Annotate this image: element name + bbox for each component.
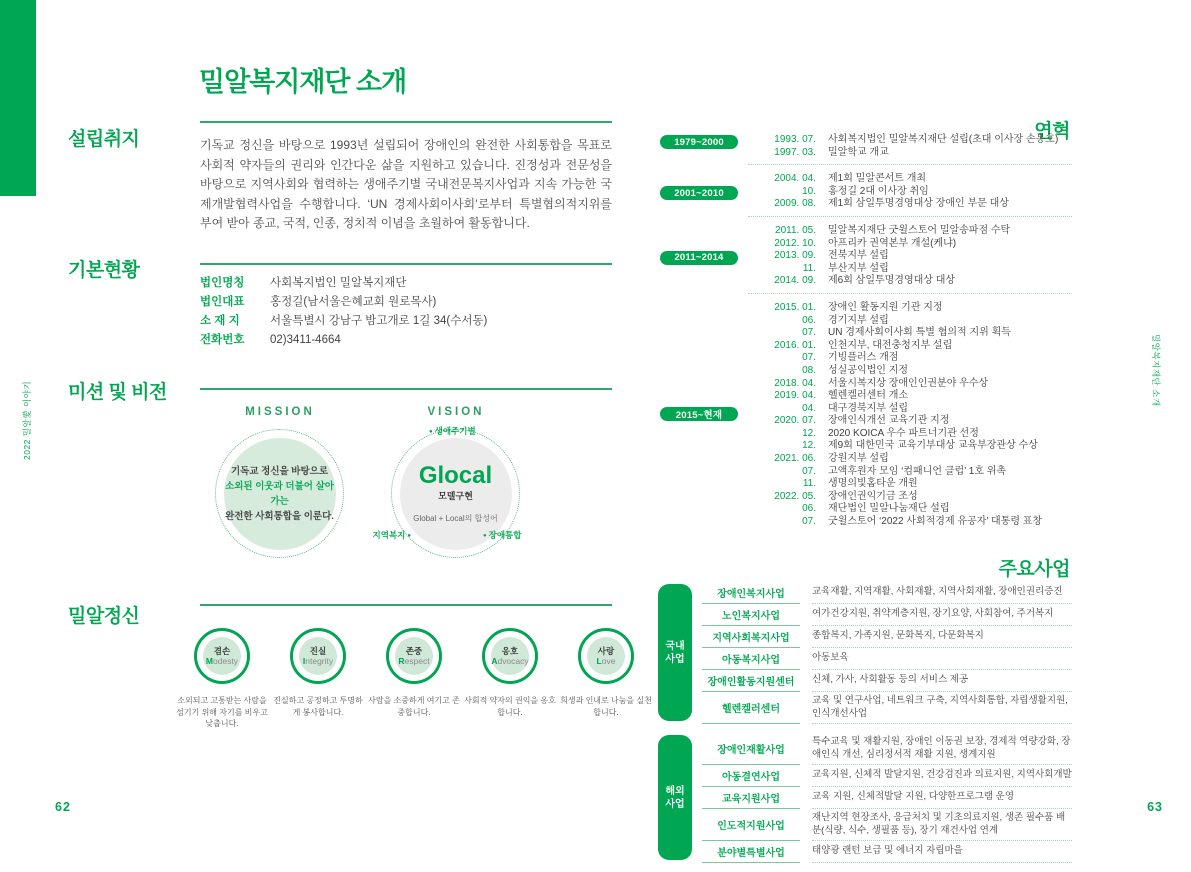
program-row (702, 733, 1072, 765)
history-text: 제1회 삼일투명경영대상 장애인 부문 대상 (828, 198, 1009, 210)
program-name: 인도적지원사업 (702, 809, 800, 841)
history-date: 11. (802, 262, 816, 274)
program-description: 신체, 가사, 사회활동 등의 서비스 제공 (812, 670, 1072, 692)
history-date: 06. (802, 314, 816, 326)
program-name: 장애인복지사업 (702, 582, 800, 604)
history-text: 제6회 삼일투명경영대상 대상 (828, 275, 956, 287)
program-name: 분야별특별사업 (702, 841, 800, 863)
history-text: 장애인 활동지원 기관 지정 (828, 301, 943, 313)
history-text: 재단법인 밀알나눔재단 설립 (828, 503, 950, 515)
history-row (660, 516, 1072, 529)
history-date: 2016. 01. (774, 339, 816, 351)
section-heading-purpose: 설립취지 (68, 129, 140, 150)
history-text: 장애인식개선 교육기관 지정 (828, 415, 950, 427)
spirit-korean: 진실 (309, 645, 327, 656)
program-name: 아동결연사업 (702, 765, 800, 787)
status-row (200, 331, 612, 350)
history-row (660, 315, 1072, 328)
spirit-korean: 존중 (405, 645, 423, 656)
history-date: 2004. 04. (774, 173, 816, 185)
history-group (660, 170, 1072, 222)
spirit-rule (200, 604, 612, 606)
program-description: 교육지원, 신체적 발달지원, 건강검진과 의료지원, 지역사회개발 (812, 765, 1072, 787)
history-date: 08. (802, 364, 816, 376)
history-date: 04. (802, 402, 816, 414)
spirit-english (491, 656, 528, 667)
history-row (660, 352, 1072, 365)
spirit-value (366, 628, 462, 730)
mission-label: MISSION (245, 406, 315, 418)
history-date: 07. (802, 516, 816, 528)
spirit-inner-circle (587, 637, 625, 675)
programs-group-domestic (658, 582, 1072, 724)
group-label-line2: 사업 (665, 798, 685, 810)
left-edge-vertical-label: 2022 밀알愛 이야기 (22, 380, 32, 460)
history-date: 10. (802, 185, 816, 197)
section-heading-spirit: 밀알정신 (68, 606, 140, 627)
era-badge: 2001~2010 (660, 186, 738, 200)
vision-title: Glocal (418, 461, 493, 489)
history-row (660, 275, 1072, 288)
green-corner-bar (0, 0, 36, 196)
status-value: 서울특별시 강남구 밤고개로 1길 34(수서동) (270, 315, 488, 327)
programs-table (658, 582, 1072, 872)
vision-column (372, 390, 536, 559)
mission-dotted-circle (215, 429, 344, 558)
spirit-rest: dvocacy (497, 656, 529, 666)
page-number-right: 63 (1147, 800, 1163, 814)
spirit-description: 사람을 소중하게 여기고 존중합니다. (368, 696, 460, 717)
spirit-english (303, 656, 333, 667)
program-description: 교육재활, 지역재활, 사회재활, 지역사회재활, 장애인권리증진 (812, 582, 1072, 604)
history-date: 2012. 10. (774, 237, 816, 249)
history-text: 고액후원자 모임 ‘컴패니언 클럽’ 1호 위촉 (828, 465, 1007, 477)
status-label: 소 재 지 (200, 315, 240, 327)
history-date: 2011. 05. (775, 224, 816, 236)
history-row (660, 478, 1072, 491)
history-row (660, 327, 1072, 340)
program-row (702, 692, 1072, 724)
spirit-inner-circle (299, 637, 337, 675)
history-text: 홍정길 2대 이사장 취임 (828, 185, 929, 197)
program-description: 아동보육 (812, 648, 1072, 670)
history-row (660, 302, 1072, 315)
spirit-initial: M (205, 656, 214, 666)
spirit-initial: L (596, 656, 602, 666)
status-label: 법인명칭 (200, 277, 245, 289)
programs-group-overseas (658, 733, 1072, 863)
spirit-english (206, 656, 238, 667)
spirit-initial: A (491, 656, 498, 666)
history-text: 제1회 밀알콘서트 개최 (828, 173, 927, 185)
history-group (660, 222, 1072, 299)
dot-icon: ● (407, 533, 411, 539)
mission-line-1: 기독교 정신을 바탕으로 (230, 465, 329, 477)
spirit-ring (578, 628, 634, 684)
history-text: 부산지부 설립 (828, 262, 889, 274)
spirit-value (174, 628, 270, 730)
spirit-inner-circle (491, 637, 529, 675)
group-label-domestic (658, 584, 692, 721)
vision-tag-inclusion (481, 529, 521, 541)
vision-diagram (372, 426, 522, 559)
history-date: 2015. 01. (774, 301, 816, 313)
program-name: 지역사회복지사업 (702, 626, 800, 648)
status-row (200, 274, 612, 293)
history-row (660, 238, 1072, 251)
history-text: 강원지부 설립 (828, 453, 889, 465)
spirit-rest: ove (601, 656, 616, 666)
program-row (702, 841, 1072, 863)
spirit-description: 소외되고 고통받는 사람을 섬기기 위해 자기를 비우고 낮춥니다. (176, 696, 268, 728)
era-badge: 2015~현재 (660, 407, 738, 421)
history-date: 06. (802, 503, 816, 515)
mission-circle (224, 438, 336, 550)
history-row (660, 173, 1072, 186)
history-group (660, 299, 1072, 534)
program-rows (702, 733, 1072, 863)
program-description: 교육 및 연구사업, 네트워크 구축, 지역사회통합, 자립생활지원, 인식개선사업 (812, 692, 1072, 724)
spirit-inner-circle (395, 637, 433, 675)
history-date: 2019. 04. (774, 390, 816, 402)
history-row (660, 466, 1072, 479)
spirit-value (462, 628, 558, 730)
program-name: 교육지원사업 (702, 787, 800, 809)
history-row (660, 453, 1072, 466)
vision-label: VISION (427, 406, 485, 418)
history-text: UN 경제사회이사회 특별 협의적 지위 획득 (828, 327, 1011, 339)
section-heading-mission-vision: 미션 및 비전 (68, 382, 167, 403)
spirit-inner-circle (203, 637, 241, 675)
history-text: 장애인권익기금 조성 (828, 490, 918, 502)
group-label-line1: 해외 (665, 785, 685, 797)
spirit-initial: R (398, 656, 405, 666)
history-date: 2018. 04. (774, 377, 816, 389)
group-label-line1: 국내 (665, 640, 685, 652)
group-label-line2: 사업 (665, 653, 685, 665)
history-text: 대구경북지부 설립 (828, 402, 909, 414)
history-date: 12. (802, 440, 816, 452)
program-name: 아동복지사업 (702, 648, 800, 670)
spirit-description: 희생과 인내로 나눔을 실천합니다. (560, 696, 652, 717)
history-date: 07. (802, 327, 816, 339)
history-text: 인천지부, 대전충청지부 설립 (828, 339, 953, 351)
spirit-korean: 사랑 (597, 645, 615, 656)
program-description: 교육 지원, 신체적발달 지원, 다양한프로그램 운영 (812, 787, 1072, 809)
program-name: 헬렌켈러센터 (702, 692, 800, 724)
history-date: 2009. 08. (774, 198, 816, 210)
history-text: 굿윌스토어 ‘2022 사회적경제 유공자’ 대통령 표창 (828, 516, 1043, 528)
status-value: 02)3411-4664 (270, 334, 341, 346)
spirit-rest: espect (404, 656, 430, 666)
program-row (702, 626, 1072, 648)
history-date: 2014. 09. (774, 275, 816, 287)
program-name: 노인복지사업 (702, 604, 800, 626)
purpose-section (200, 121, 612, 234)
history-row (660, 390, 1072, 403)
section-heading-programs: 주요사업 (998, 559, 1070, 580)
spirit-korean: 겸손 (213, 645, 231, 656)
program-row (702, 809, 1072, 841)
era-badge: 1979~2000 (660, 135, 738, 149)
vision-tag-top-text: 생애주기별 (434, 426, 476, 436)
history-date: 07. (802, 465, 816, 477)
history-text: 경기지부 설립 (828, 314, 889, 326)
program-rows (702, 582, 1072, 724)
dot-icon: ● (429, 429, 433, 435)
history-text: 밀알학교 개교 (828, 146, 889, 158)
history-text: 밀알복지재단 굿윌스토어 밀알송파점 수탁 (828, 224, 1011, 236)
spirit-ring (482, 628, 538, 684)
history-text: 헬렌켈러센터 개소 (828, 390, 909, 402)
vision-tag-community (351, 529, 413, 541)
program-name: 장애인재활사업 (702, 733, 800, 765)
program-description: 종합복지, 가족지원, 문화복지, 다문화복지 (812, 626, 1072, 648)
program-row (702, 582, 1072, 604)
program-description: 재난지역 현장조사, 응급처치 및 기초의료지원, 생존 필수품 배분(식량, 식수, 생필품 등), 장기 재건사업 연계 (812, 809, 1072, 841)
history-date: 2022. 05. (774, 490, 816, 502)
spirit-values (174, 628, 654, 730)
history-text: 전북지부 설립 (828, 250, 889, 262)
vision-tag-lifecycle (427, 425, 476, 437)
mission-diagram (215, 429, 345, 559)
spirit-initial: I (302, 656, 306, 666)
spirit-korean: 옹호 (501, 645, 519, 656)
history-date: 2013. 09. (774, 250, 816, 262)
program-description: 여가건강지원, 취약계층지원, 장기요양, 사회참여, 주거복지 (812, 604, 1072, 626)
vision-caption: Global + Local의 합성어 (413, 513, 498, 523)
right-edge-vertical-label: 밀알복지재단 소개 (1151, 334, 1161, 407)
program-description: 특수교육 및 재활지원, 장애인 이동권 보장, 경제적 역량강화, 장애인식 개선, 심리정서적 재활 지원, 생계지원 (812, 733, 1072, 765)
history-row (660, 440, 1072, 453)
section-heading-status: 기본현황 (68, 260, 140, 281)
history-row (660, 491, 1072, 504)
history-text: 생명의빛홈타운 개원 (828, 478, 918, 490)
status-row (200, 293, 612, 312)
history-group (660, 131, 1072, 170)
history-timeline (660, 131, 1072, 534)
spirit-description: 진실하고 공정하고 투명하게 봉사합니다. (273, 696, 363, 717)
history-date: 11. (802, 478, 816, 490)
group-label-overseas (658, 735, 692, 860)
history-row (660, 225, 1072, 238)
page-number-left: 62 (55, 800, 71, 814)
history-text: 2020 KOICA 우수 파트너기관 선정 (828, 427, 979, 439)
history-text: 제9회 대한민국 교육기부대상 교육부장관상 수상 (828, 440, 1038, 452)
vision-tag-right-text: 장애통합 (488, 530, 522, 540)
history-date: 1993. 07. (774, 134, 816, 145)
vision-subtitle: 모델구현 (438, 490, 473, 501)
program-description: 태양광 랜턴 보급 및 에너지 자립마을 (812, 841, 1072, 863)
program-name: 장애인활동지원센터 (702, 670, 800, 692)
history-text: 아프리카 권역본부 개설(케냐) (828, 237, 957, 249)
mission-line-3: 완전한 사회통합을 이룬다. (225, 510, 334, 522)
program-row (702, 670, 1072, 692)
era-badge: 2011~2014 (660, 251, 738, 265)
program-row (702, 787, 1072, 809)
page-title: 밀알복지재단 소개 (199, 67, 407, 97)
spirit-rest: ntegrity (305, 656, 334, 666)
spirit-english (398, 656, 429, 667)
status-section (200, 263, 612, 350)
program-row (702, 604, 1072, 626)
status-value: 사회복지법인 밀알복지재단 (270, 277, 407, 289)
spirit-description: 사회적 약자의 권익을 옹호합니다. (464, 696, 556, 717)
history-row (660, 340, 1072, 353)
history-row (660, 198, 1072, 211)
status-value: 홍정길(남서울은혜교회 원로목사) (270, 296, 437, 308)
history-date: 2020. 07. (774, 415, 816, 427)
history-date: 12. (802, 427, 816, 439)
spirit-rest: odesty (213, 656, 239, 666)
history-text: 기빙플러스 개점 (828, 352, 899, 364)
status-label: 전화번호 (200, 334, 245, 346)
history-row (660, 378, 1072, 391)
history-date: 1997. 03. (774, 146, 816, 158)
vision-tag-left-text: 지역복지 (372, 530, 406, 540)
program-row (702, 648, 1072, 670)
spirit-value (558, 628, 654, 730)
section-heading-history: 연혁 (1034, 121, 1070, 142)
history-row (660, 428, 1072, 441)
status-label: 법인대표 (200, 296, 245, 308)
mission-line-2: 소외된 이웃과 더불어 살아가는 (225, 480, 334, 507)
spirit-ring (386, 628, 442, 684)
mission-vision-section (200, 388, 612, 580)
history-text: 성실공익법인 지정 (828, 364, 909, 376)
history-row (660, 365, 1072, 378)
program-row (702, 765, 1072, 787)
mission-column (200, 390, 360, 559)
history-text: 사회복지법인 밀알복지재단 설립(초대 이사장 손봉호) (828, 134, 1059, 145)
history-date: 07. (802, 352, 816, 364)
dot-icon: ● (483, 533, 487, 539)
history-row (660, 503, 1072, 516)
spirit-ring (290, 628, 346, 684)
history-text: 서울시복지상 장애인인권분야 우수상 (828, 377, 989, 389)
history-date: 2021. 06. (774, 453, 816, 465)
spirit-value (270, 628, 366, 730)
status-row (200, 312, 612, 331)
spirit-ring (194, 628, 250, 684)
spirit-english (597, 656, 616, 667)
purpose-paragraph: 기독교 정신을 바탕으로 1993년 설립되어 장애인의 완전한 사회통합을 목표로 사회적 약자들의 권리와 인간다운 삶을 지원하고 있습니다. 진정성과 전문성을 바탕으로 지역사회와 협력하는 생애주기별 국내전문복지사업과 지속 가능한 국제개발협력사업을 수행합니다. ‘UN 경제사회이사회’로부터 특별협의적지위를 부여 받아 종교, 국적, 인종, 정치적 이념을 초월하여 활동합니다. (200, 138, 612, 230)
